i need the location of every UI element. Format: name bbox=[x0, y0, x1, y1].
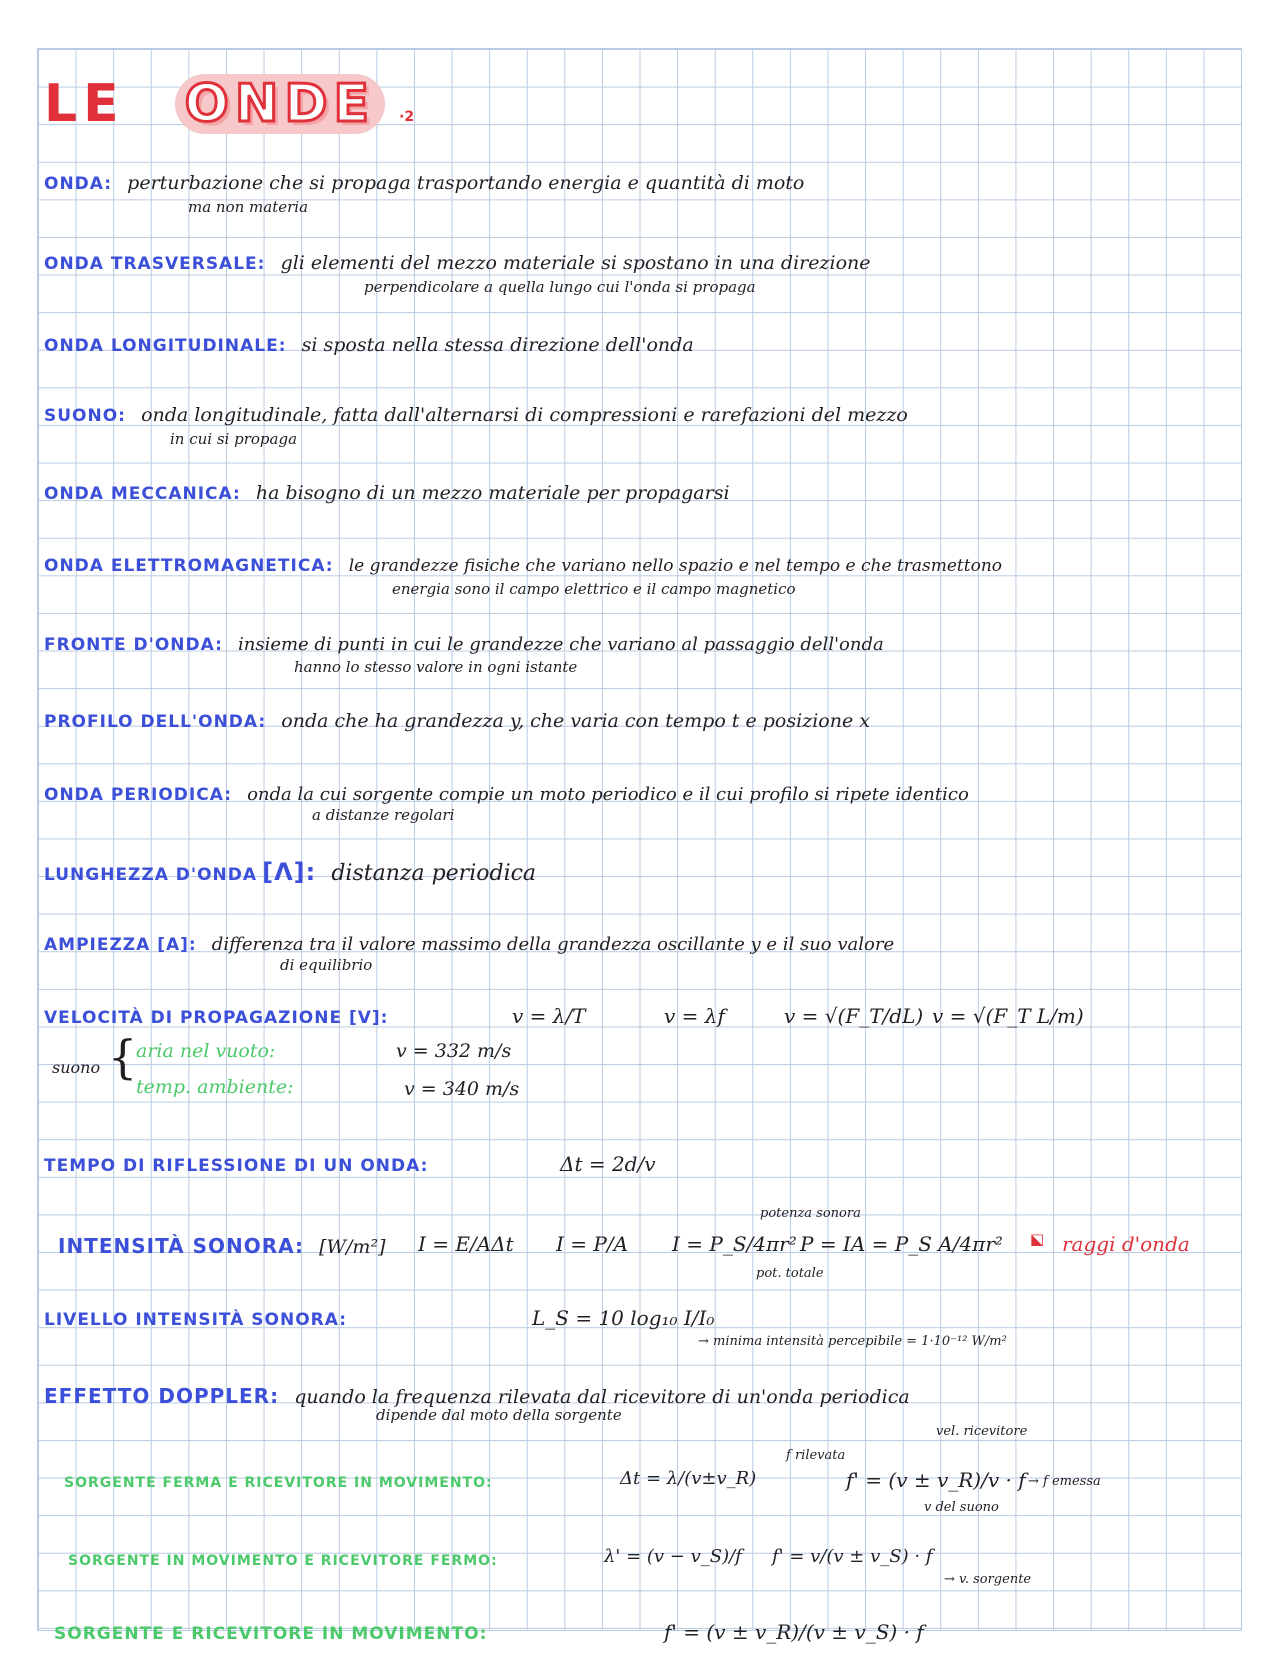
brace-icon: { bbox=[108, 1030, 138, 1084]
def-riflessione bbox=[44, 1156, 428, 1176]
def-trasversale bbox=[44, 252, 871, 274]
text-lunghezza: distanza periodica bbox=[331, 861, 537, 886]
note-potenza: potenza sonora bbox=[760, 1206, 861, 1221]
caso-1 bbox=[64, 1472, 493, 1491]
def-onda bbox=[44, 172, 804, 194]
def-profilo bbox=[44, 710, 870, 732]
def-ampiezza bbox=[44, 934, 894, 955]
label-lunghezza: LUNGHEZZA D'ONDA bbox=[44, 865, 258, 885]
text-onda: perturbazione che si propaga trasportando energia e quantità di moto bbox=[127, 172, 805, 194]
sub-doppler: dipende dal moto della sorgente bbox=[376, 1406, 622, 1424]
label-longitudinale: ONDA LONGITUDINALE: bbox=[44, 336, 287, 356]
text-longitudinale: si sposta nella stessa direzione dell'onda bbox=[301, 334, 694, 356]
def-intensita bbox=[58, 1234, 385, 1258]
label-suono-vel: suono bbox=[52, 1058, 101, 1077]
sub-fronte: hanno lo stesso valore in ogni istante bbox=[294, 658, 578, 676]
caso-2 bbox=[68, 1550, 498, 1569]
text-suono: onda longitudinale, fatta dall'alternarsi di compressioni e rarefazioni del mezzo bbox=[141, 404, 908, 426]
formula-caso-2a: λ' = (v − v_S)/f bbox=[604, 1546, 742, 1567]
sub-trasversale: perpendicolare a quella lungo cui l'onda si propaga bbox=[364, 278, 756, 296]
label-fronte: FRONTE D'ONDA: bbox=[44, 635, 223, 655]
label-onda: ONDA: bbox=[44, 174, 113, 194]
symbol-lambda: [Λ]: bbox=[262, 858, 317, 886]
text-doppler: quando la frequenza rilevata dal ricevitore di un'onda periodica bbox=[294, 1386, 910, 1408]
label-velocita: VELOCITÀ DI PROPAGAZIONE [V]: bbox=[44, 1008, 389, 1028]
page-title bbox=[44, 74, 414, 134]
label-trasversale: ONDA TRASVERSALE: bbox=[44, 254, 266, 274]
def-longitudinale bbox=[44, 334, 694, 356]
note-vel-ricevitore: vel. ricevitore bbox=[936, 1424, 1028, 1439]
def-meccanica bbox=[44, 482, 730, 504]
sub-periodica: a distanze regolari bbox=[312, 806, 455, 824]
def-elettromagnetica bbox=[44, 556, 1002, 576]
label-livello: LIVELLO INTENSITÀ SONORA: bbox=[44, 1310, 348, 1330]
formula-caso-1a: Δt = λ/(v±v_R) bbox=[620, 1468, 757, 1489]
text-trasversale: gli elementi del mezzo materiale si spostano in una direzione bbox=[280, 252, 871, 274]
formula-v-lambda-f: v = λf bbox=[664, 1004, 725, 1028]
formula-caso-3: f' = (v ± v_R)/(v ± v_S) · f bbox=[664, 1620, 924, 1644]
formula-v-sqrt-ftl: v = √(F_T L/m) bbox=[932, 1004, 1084, 1028]
label-caso-3: SORGENTE E RICEVITORE IN MOVIMENTO: bbox=[54, 1624, 488, 1644]
title-tag: ·2 bbox=[399, 109, 415, 125]
text-meccanica: ha bisogno di un mezzo materiale per propagarsi bbox=[255, 482, 730, 504]
sub-suono: in cui si propaga bbox=[170, 430, 298, 448]
text-elettromagnetica: le grandezze fisiche che variano nello spazio e nel tempo e che trasmettono bbox=[348, 556, 1003, 576]
def-lunghezza bbox=[44, 858, 536, 886]
label-riflessione: TEMPO DI RIFLESSIONE DI UN ONDA: bbox=[44, 1156, 429, 1176]
raggi-onda: raggi d'onda bbox=[1062, 1232, 1190, 1256]
sub-onda: ma non materia bbox=[188, 198, 309, 216]
caso-3 bbox=[54, 1624, 487, 1644]
sub-elettromagnetica: energia sono il campo elettrico e il campo magnetico bbox=[392, 580, 796, 598]
note-totale: pot. totale bbox=[756, 1266, 824, 1281]
formula-i-ps: I = P_S/4πr² bbox=[672, 1232, 797, 1256]
label-doppler: EFFETTO DOPPLER: bbox=[44, 1384, 280, 1408]
formula-livello: L_S = 10 log₁₀ I/I₀ bbox=[532, 1306, 715, 1330]
text-fronte: insieme di punti in cui le grandezze che variano al passaggio dell'onda bbox=[237, 634, 884, 655]
title-le: LE bbox=[44, 74, 125, 134]
label-elettromagnetica: ONDA ELETTROMAGNETICA: bbox=[44, 556, 334, 576]
formula-p-ia: P = IA = P_S A/4πr² bbox=[800, 1232, 1003, 1256]
def-livello bbox=[44, 1310, 347, 1330]
formula-caso-2b: f' = v/(v ± v_S) · f bbox=[772, 1546, 933, 1567]
formula-i-p: I = P/A bbox=[556, 1232, 629, 1256]
note-livello: → minima intensità percepibile = 1·10⁻¹² W/m² bbox=[698, 1334, 1007, 1349]
label-caso-2: SORGENTE IN MOVIMENTO E RICEVITORE FERMO: bbox=[68, 1553, 498, 1569]
aria-label: aria nel vuoto: bbox=[136, 1040, 276, 1062]
text-periodica: onda la cui sorgente compie un moto periodico e il cui profilo si ripete identico bbox=[247, 784, 969, 805]
label-suono: SUONO: bbox=[44, 406, 126, 426]
label-caso-1: SORGENTE FERMA E RICEVITORE IN MOVIMENTO: bbox=[64, 1475, 493, 1491]
note-v-sorgente: → v. sorgente bbox=[944, 1572, 1032, 1587]
formula-caso-1b: f' = (v ± v_R)/v · f bbox=[846, 1468, 1026, 1492]
text-ampiezza: differenza tra il valore massimo della grandezza oscillante y e il suo valore bbox=[211, 934, 895, 955]
wavefront-icon: ⬕ bbox=[1030, 1230, 1045, 1248]
sub-ampiezza: di equilibrio bbox=[280, 956, 373, 974]
unit-intensita: [W/m²] bbox=[319, 1236, 386, 1258]
note-v-suono: v del suono bbox=[924, 1500, 999, 1515]
label-ampiezza: AMPIEZZA [A]: bbox=[44, 935, 197, 955]
def-doppler bbox=[44, 1384, 910, 1408]
label-intensita: INTENSITÀ SONORA: bbox=[58, 1234, 304, 1258]
temp-label: temp. ambiente: bbox=[136, 1076, 294, 1098]
label-periodica: ONDA PERIODICA: bbox=[44, 785, 232, 805]
formula-v-lambda-t: v = λ/T bbox=[512, 1004, 586, 1028]
def-periodica bbox=[44, 784, 969, 805]
text-profilo: onda che ha grandezza y, che varia con tempo t e posizione x bbox=[281, 710, 870, 732]
def-velocita bbox=[44, 1008, 388, 1028]
def-suono bbox=[44, 404, 908, 426]
note-f-emessa: → f emessa bbox=[1028, 1474, 1101, 1489]
title-onde: ONDE bbox=[175, 74, 385, 134]
formula-i-e: I = E/AΔt bbox=[418, 1232, 514, 1256]
label-profilo: PROFILO DELL'ONDA: bbox=[44, 712, 267, 732]
temp-value: v = 340 m/s bbox=[404, 1078, 520, 1100]
note-f-rilevata: f rilevata bbox=[786, 1448, 846, 1463]
aria-value: v = 332 m/s bbox=[396, 1040, 512, 1062]
def-fronte bbox=[44, 634, 884, 655]
label-meccanica: ONDA MECCANICA: bbox=[44, 484, 241, 504]
formula-riflessione: Δt = 2d/v bbox=[560, 1152, 656, 1176]
formula-v-sqrt-ft: v = √(F_T/dL) bbox=[784, 1004, 924, 1028]
